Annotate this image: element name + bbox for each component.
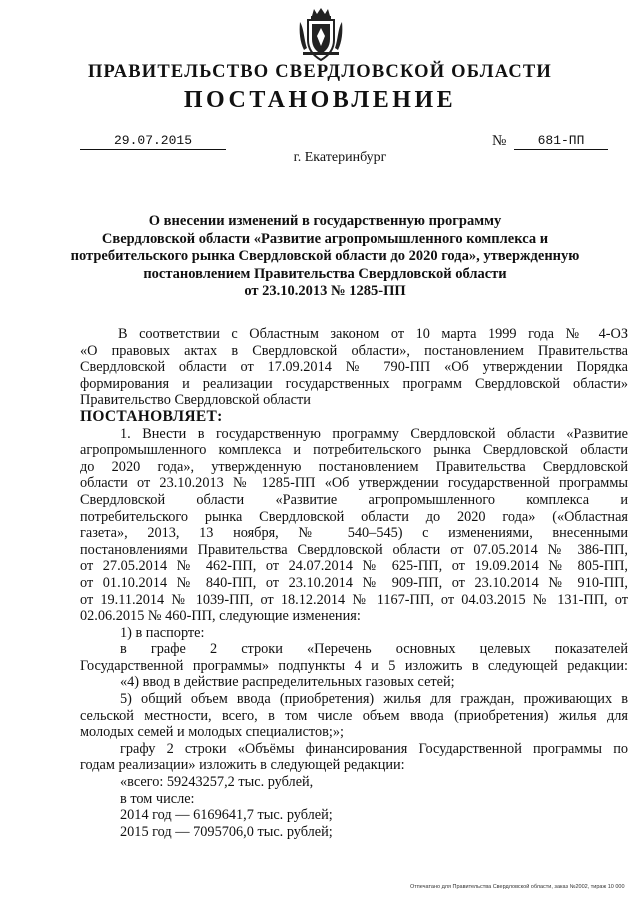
body-line: годам реализации» изложить в следующей редакции:: [80, 757, 405, 774]
body-line: сельской местности, всего, в том числе объем ввода (приобретения) жилья для: [80, 707, 628, 724]
body-line: молодых семей и молодых специалистов;»;: [80, 724, 344, 741]
body-line: газета», 2013, 13 ноября, № 540–545) с изменениями, внесенными: [80, 525, 628, 542]
decree-body: [80, 326, 628, 840]
body-line: 1. Внести в государственную программу Свердловской области «Развитие: [120, 425, 628, 442]
body-line: агропромышленного комплекса и потребительского рынка Свердловской области: [80, 442, 628, 459]
body-line: 02.06.2015 № 460-ПП, следующие изменения:: [80, 608, 361, 625]
body-line: области от 23.10.2013 № 1285-ПП «Об утверждении государственной программы: [80, 475, 628, 492]
body-line: «всего: 59243257,2 тыс. рублей,: [120, 774, 314, 791]
title-line: от 23.10.2013 № 1285-ПП: [244, 283, 406, 299]
body-line: «4) ввод в действие распределительных газовых сетей;: [120, 674, 455, 691]
body-line: от 19.11.2014 № 1039-ПП, от 18.12.2014 № 1167-ПП, от 04.03.2015 № 131-ПП, от: [80, 591, 628, 608]
body-line: В соответствии с Областным законом от 10 марта 1999 года № 4-ОЗ: [118, 326, 628, 342]
decree-title: [70, 213, 580, 301]
body-line: «О правовых актах в Свердловской области», постановлением Правительства: [80, 342, 628, 359]
city-name: г. Екатеринбург: [293, 150, 387, 165]
number-sign: №: [492, 133, 507, 149]
body-line: Государственной программы» подпункты 4 и 5 изложить в следующей редакции:: [80, 657, 628, 674]
title-line: потребительского рынка Свердловской области до 2020 года», утвержденную: [70, 248, 580, 264]
body-line: от 01.10.2014 № 840-ПП, от 23.10.2014 № 909-ПП, от 23.10.2014 № 910-ПП,: [80, 574, 628, 591]
body-line: до 2020 года», утвержденную постановлением Правительства Свердловской: [80, 458, 628, 475]
body-line: Свердловской области «Развитие агропромышленного комплекса и: [80, 491, 628, 508]
document-type-heading: ПОСТАНОВЛЕНИЕ: [183, 87, 457, 113]
body-line: постановлениями Правительства Свердловской области от 07.05.2014 № 386-ПП,: [80, 541, 628, 558]
government-heading: ПРАВИТЕЛЬСТВО СВЕРДЛОВСКОЙ ОБЛАСТИ: [87, 62, 553, 82]
decree-date: 29.07.2015: [80, 133, 226, 150]
body-line: Правительство Свердловской области: [80, 392, 311, 409]
title-line: постановлением Правительства Свердловской области: [143, 265, 507, 282]
body-line: 1) в паспорте:: [120, 624, 205, 641]
body-line: графу 2 строки «Объёмы финансирования Государственной программы по: [120, 740, 628, 757]
title-line: Свердловской области «Развитие агропромышленного комплекса и: [101, 230, 549, 247]
body-line: потребительского рынка Свердловской области до 2020 года» («Областная: [80, 508, 628, 525]
body-line: 5) общий объем ввода (приобретения) жилья для граждан, проживающих в: [120, 691, 628, 708]
coat-of-arms-icon: [298, 6, 344, 62]
body-line: Свердловской области от 17.09.2014 № 790-ПП «Об утверждении Порядка: [80, 359, 628, 376]
body-line: формирования и реализации государственных программ Свердловской области»: [80, 375, 628, 392]
body-keyword: ПОСТАНОВЛЯЕТ:: [80, 408, 223, 425]
body-line: в графе 2 строки «Перечень основных целевых показателей: [120, 641, 628, 658]
decree-number: 681-ПП: [514, 133, 608, 150]
body-line: 2015 год — 7095706,0 тыс. рублей;: [120, 823, 333, 840]
body-line: в том числе:: [120, 790, 195, 807]
body-line: от 27.05.2014 № 462-ПП, от 24.07.2014 № 625-ПП, от 19.09.2014 № 805-ПП,: [80, 558, 628, 575]
body-line: 2014 год — 6169641,7 тыс. рублей;: [120, 807, 333, 824]
title-line: О внесении изменений в государственную программу: [148, 213, 502, 229]
print-note: Отпечатано для Правительства Свердловской области, заказ №2002, тираж 10 000: [410, 884, 625, 890]
